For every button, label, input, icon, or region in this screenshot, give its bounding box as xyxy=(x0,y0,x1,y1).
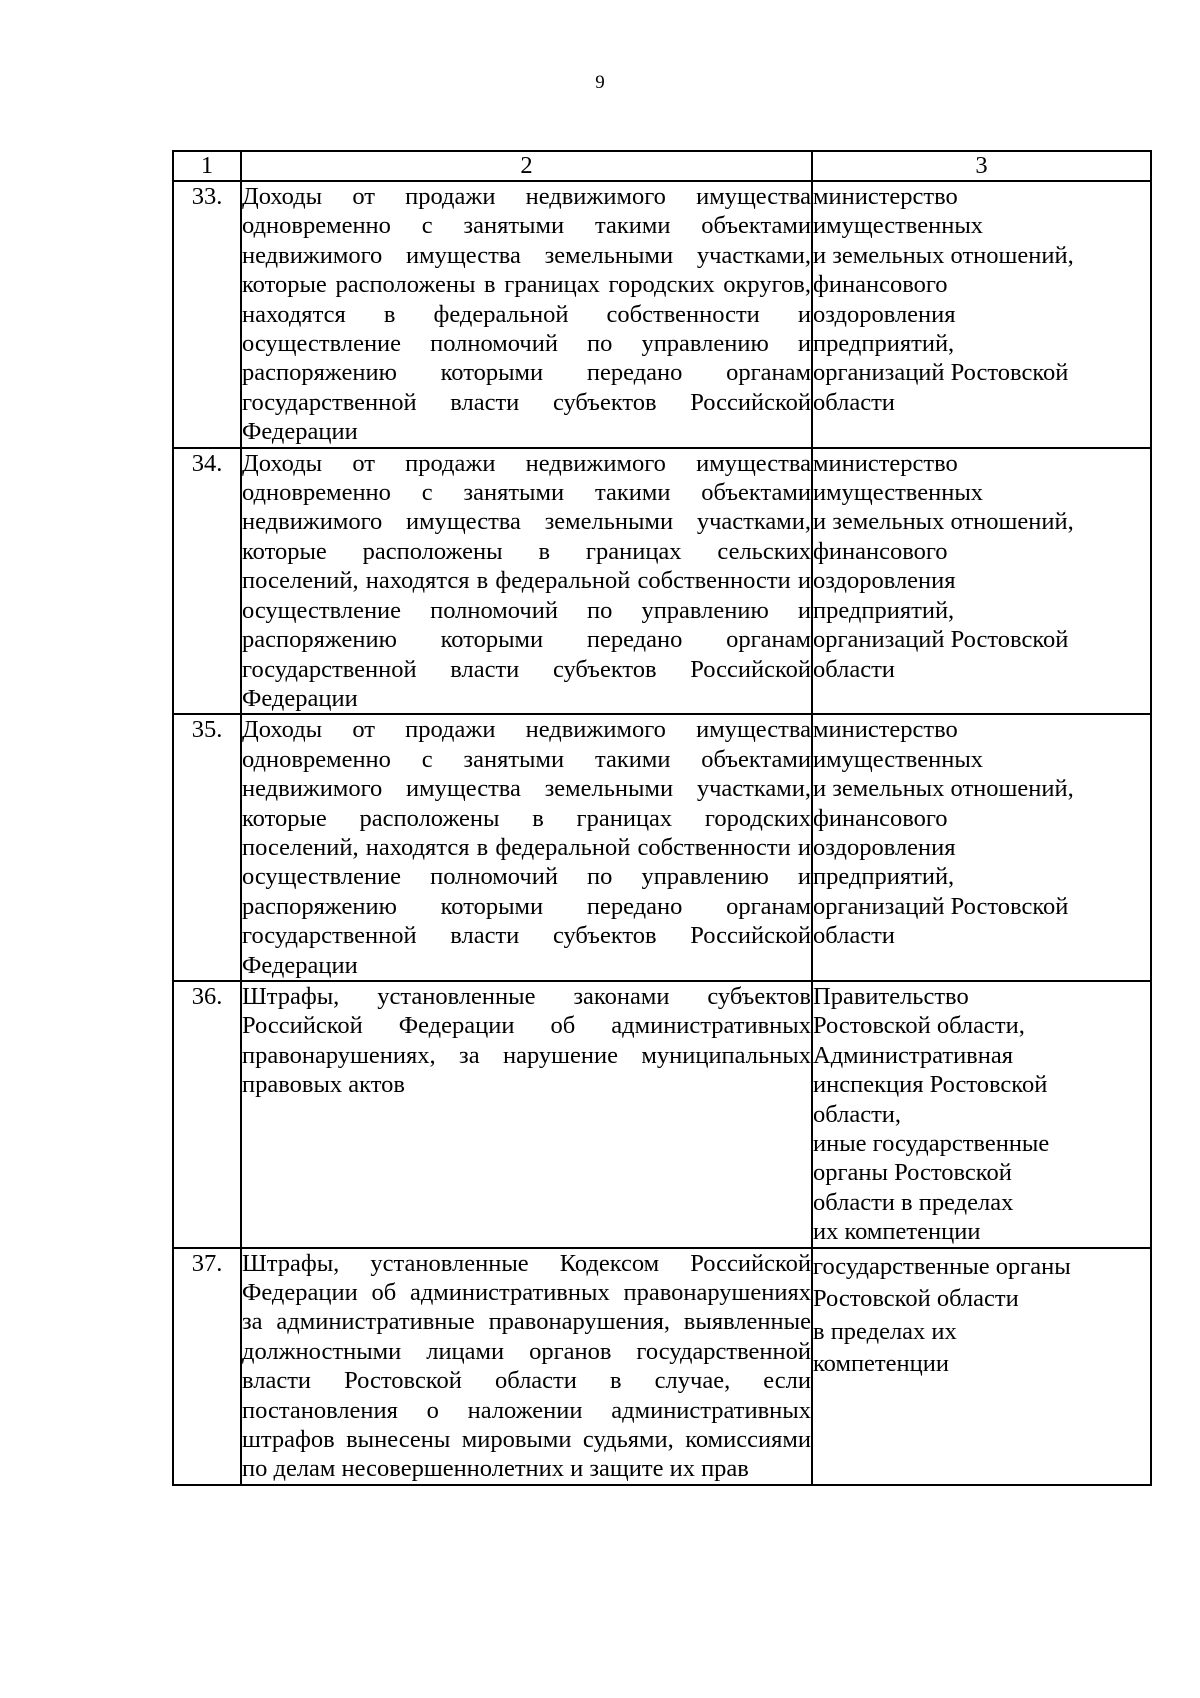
administrator-name: министерство имущественных и земельных отношений, финансового оздоровления предприятий, организаций Ростовской области xyxy=(812,714,1151,981)
administrator-name: министерство имущественных и земельных отношений, финансового оздоровления предприятий, организаций Ростовской области xyxy=(812,448,1151,715)
administrator-name: министерство имущественных и земельных отношений, финансового оздоровления предприятий, организаций Ростовской области xyxy=(812,181,1151,448)
table-body xyxy=(173,181,1151,1485)
revenue-description: Штрафы, установленные Кодексом Российской Федерации об административных правонарушениях за административные правонарушения, выявленные должностными лицами органов государственной власти Ростовской области в случае, если постановления о наложении административных штрафов вынесены мировыми судьями, комиссиями по делам несовершеннолетних и защите их прав xyxy=(241,1248,812,1485)
administrator-name: государственные органы Ростовской области в пределах их компетенции xyxy=(812,1248,1151,1485)
revenue-description: Штрафы, установленные законами субъектов Российской Федерации об административных правонарушениях, за нарушение муниципальных правовых актов xyxy=(241,981,812,1248)
row-number: 37. xyxy=(173,1248,241,1485)
row-number: 34. xyxy=(173,448,241,715)
column-header-1: 1 xyxy=(173,151,241,181)
table-row xyxy=(173,714,1151,981)
column-header-2: 2 xyxy=(241,151,812,181)
header-row xyxy=(173,151,1151,181)
table-row xyxy=(173,448,1151,715)
row-number: 35. xyxy=(173,714,241,981)
revenue-description: Доходы от продажи недвижимого имущества одновременно с занятыми такими объектами недвижимого имущества земельными участками, которые расположены в границах городских поселений, находятся в федеральной собственности и осуществление полномочий по управлению и распоряжению которыми передано органам государственной власти субъектов Российской Федерации xyxy=(241,714,812,981)
revenue-administrators-table xyxy=(172,150,1152,1486)
page-number: 9 xyxy=(595,72,605,93)
table-row xyxy=(173,1248,1151,1485)
revenue-description: Доходы от продажи недвижимого имущества одновременно с занятыми такими объектами недвижимого имущества земельными участками, которые расположены в границах сельских поселений, находятся в федеральной собственности и осуществление полномочий по управлению и распоряжению которыми передано органам государственной власти субъектов Российской Федерации xyxy=(241,448,812,715)
table-header xyxy=(173,151,1151,181)
table-row xyxy=(173,981,1151,1248)
table-row xyxy=(173,181,1151,448)
revenue-description: Доходы от продажи недвижимого имущества одновременно с занятыми такими объектами недвижимого имущества земельными участками, которые расположены в границах городских округов, находятся в федеральной собственности и осуществление полномочий по управлению и распоряжению которыми передано органам государственной власти субъектов Российской Федерации xyxy=(241,181,812,448)
row-number: 33. xyxy=(173,181,241,448)
administrator-name: Правительство Ростовской области, Административная инспекция Ростовской области, иные государственные органы Ростовской области в пределах их компетенции xyxy=(812,981,1151,1248)
column-header-3: 3 xyxy=(812,151,1151,181)
row-number: 36. xyxy=(173,981,241,1248)
